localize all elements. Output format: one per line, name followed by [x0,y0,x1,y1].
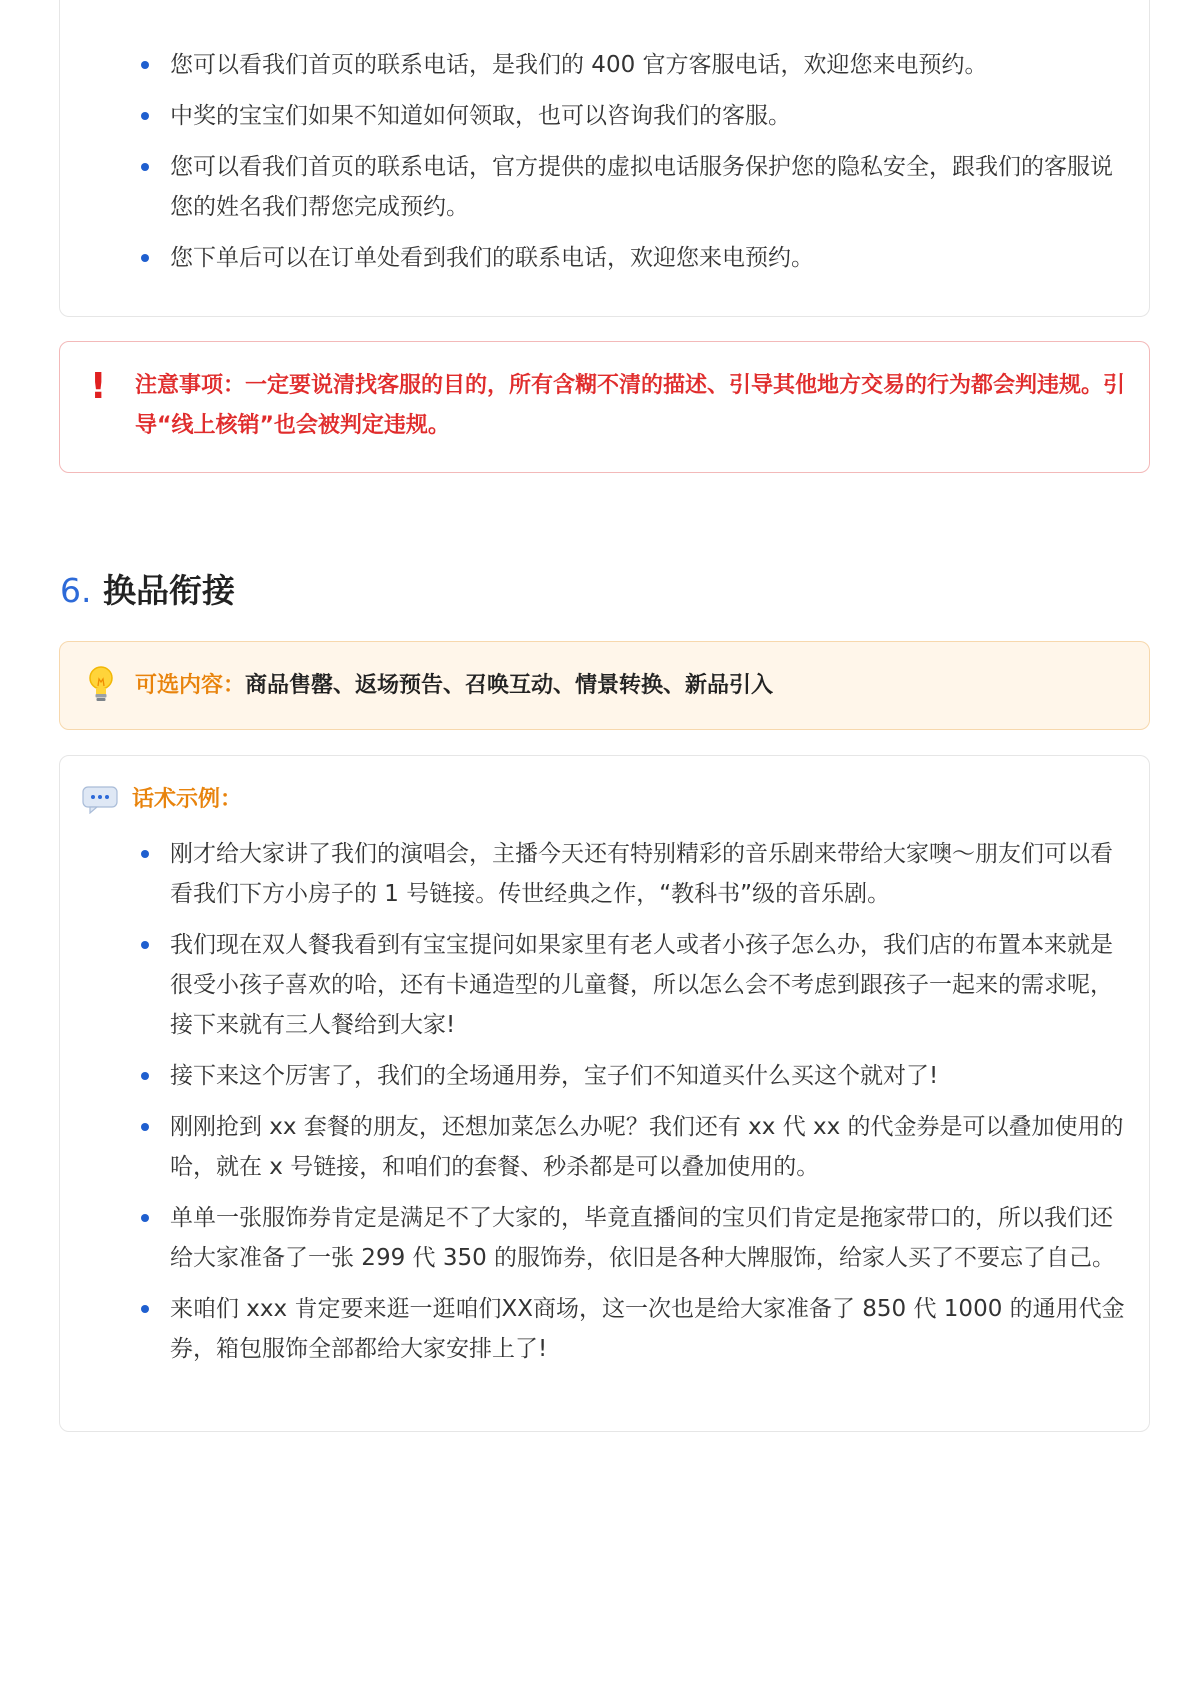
tip-text [135,666,773,706]
speech-bubble-icon [82,786,118,814]
script-examples-card [59,755,1150,1432]
example-header [82,780,242,820]
list-item: 刚才给大家讲了我们的演唱会，主播今天还有特别精彩的音乐剧来带给大家噢～朋友们可以看看我们下方小房子的 1 号链接。传世经典之作，“教科书”级的音乐剧。 [170,834,1130,914]
list-item: 刚刚抢到 xx 套餐的朋友，还想加菜怎么办呢？我们还有 xx 代 xx 的代金券是可以叠加使用的哈，就在 x 号链接，和咱们的套餐、秒杀都是可以叠加使用的。 [170,1107,1130,1187]
faq-answers-card [59,0,1150,317]
list-item: 我们现在双人餐我看到有宝宝提问如果家里有老人或者小孩子怎么办，我们店的布置本来就是很受小孩子喜欢的哈，还有卡通造型的儿童餐，所以怎么会不考虑到跟孩子一起来的需求呢，接下来就有三人餐给到大家! [170,925,1130,1045]
warning-callout [59,341,1150,473]
exclamation-icon: ! [90,366,107,407]
list-item: 中奖的宝宝们如果不知道如何领取，也可以咨询我们的客服。 [170,96,1130,136]
tip-lead: 可选内容： [135,673,246,698]
faq-answer-list [170,45,1130,289]
example-label: 话术示例： [132,787,243,812]
list-item: 接下来这个厉害了，我们的全场通用券，宝子们不知道买什么买这个就对了! [170,1056,1130,1096]
section-title-text: 换品衔接 [103,571,235,610]
tip-callout [59,641,1150,730]
warning-text: 注意事项：一定要说清找客服的目的，所有含糊不清的描述、引导其他地方交易的行为都会判违规。引导“线上核销”也会被判定违规。 [135,373,1126,438]
list-item: 来咱们 xxx 肯定要来逛一逛咱们XX商场，这一次也是给大家准备了 850 代 1000 的通用代金券，箱包服饰全部都给大家安排上了! [170,1289,1130,1369]
list-item: 您可以看我们首页的联系电话，是我们的 400 官方客服电话，欢迎您来电预约。 [170,45,1130,85]
section-number: 6. [60,571,92,610]
list-item: 您可以看我们首页的联系电话，官方提供的虚拟电话服务保护您的隐私安全，跟我们的客服说您的姓名我们帮您完成预约。 [170,147,1130,227]
example-script-list [170,834,1130,1380]
list-item: 您下单后可以在订单处看到我们的联系电话，欢迎您来电预约。 [170,238,1130,278]
tip-content: 商品售罄、返场预告、召唤互动、情景转换、新品引入 [245,673,774,698]
lightbulb-icon [86,664,116,704]
list-item: 单单一张服饰券肯定是满足不了大家的，毕竟直播间的宝贝们肯定是拖家带口的，所以我们还给大家准备了一张 299 代 350 的服饰券，依旧是各种大牌服饰，给家人买了不要忘了自己。 [170,1198,1130,1278]
section-heading [60,566,235,616]
